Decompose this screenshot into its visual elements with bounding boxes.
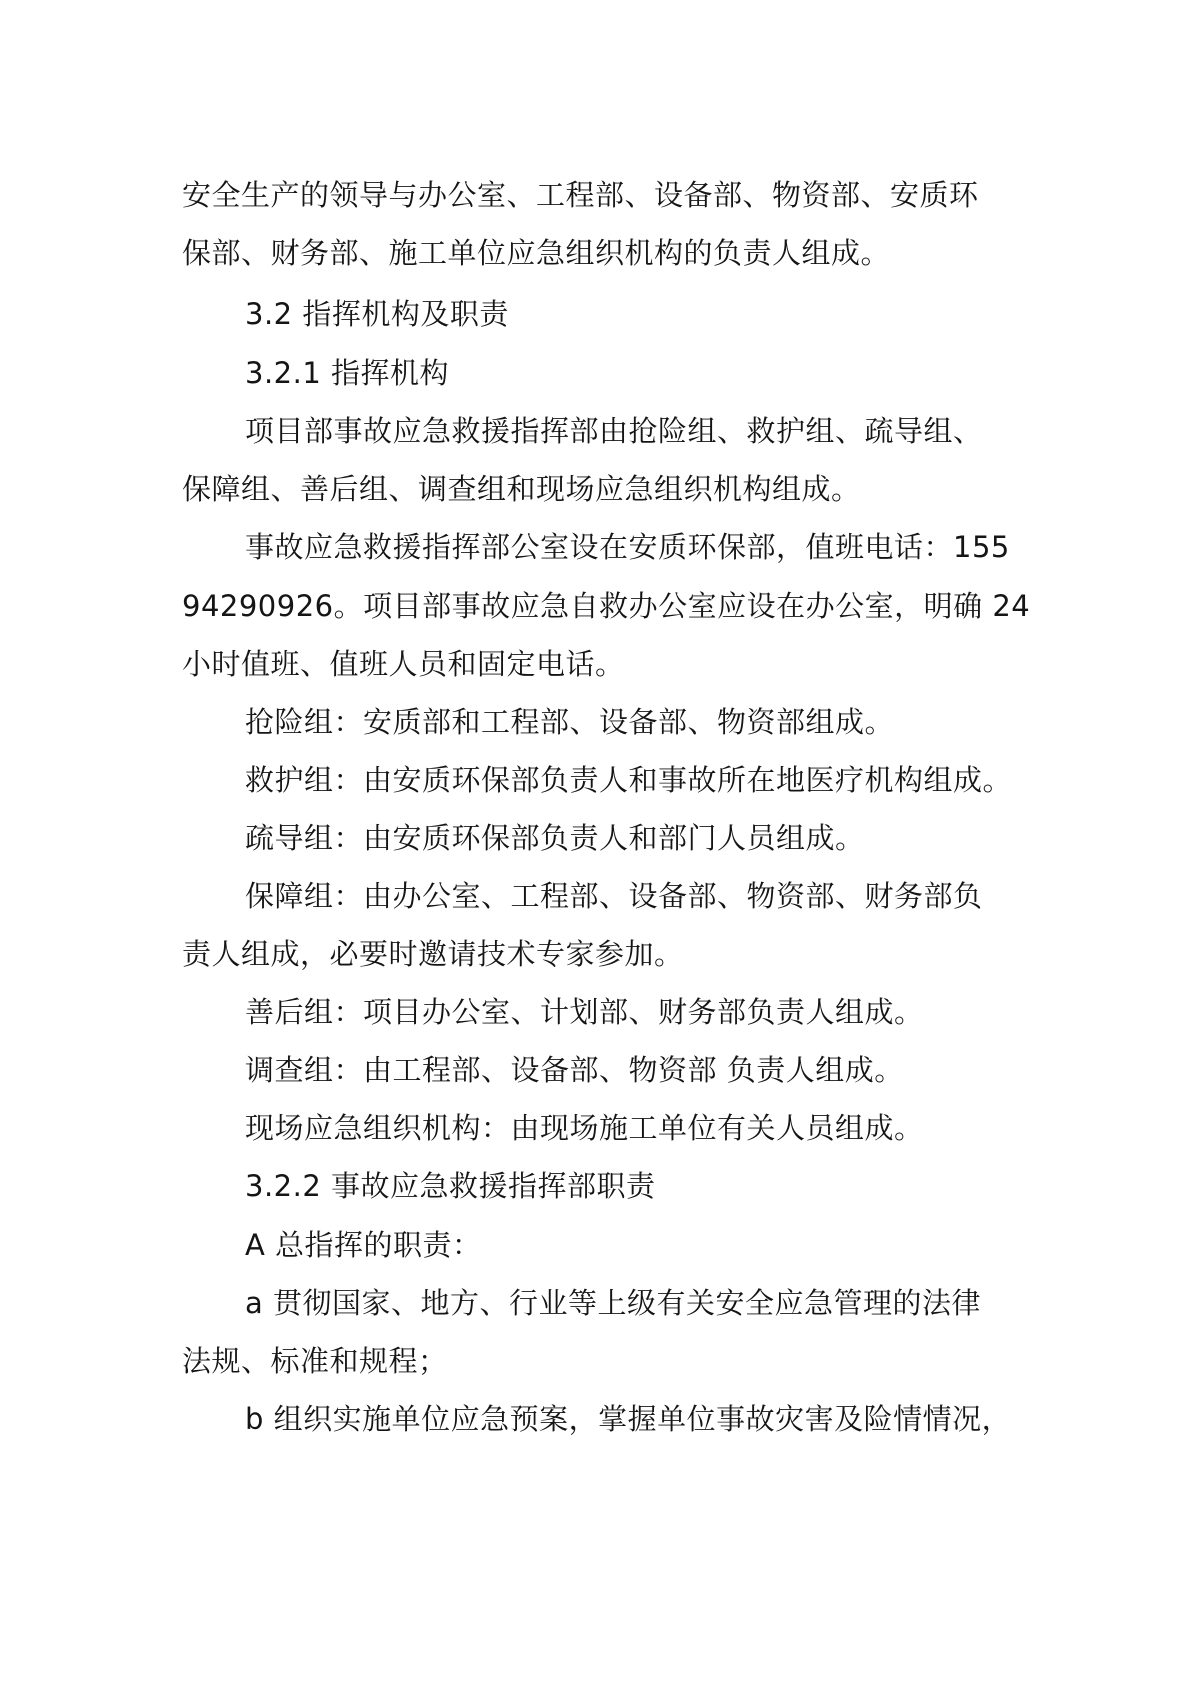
paragraph-line: 94290926。项目部事故应急自救办公室应设在办公室，明确 24 [182,589,1031,623]
list-heading: A 总指挥的职责： [245,1228,482,1262]
subsection-heading: 3.2.1 指挥机构 [245,356,450,390]
paragraph-line: 安全生产的领导与办公室、工程部、设备部、物资部、安质环 [182,178,979,212]
paragraph-line: 小时值班、值班人员和固定电话。 [182,647,625,681]
paragraph-line: 疏导组：由安质环保部负责人和部门人员组成。 [245,821,865,855]
paragraph-line: 现场应急组织机构：由现场施工单位有关人员组成。 [245,1111,924,1145]
paragraph-line: 调查组：由工程部、设备部、物资部 负责人组成。 [245,1053,904,1087]
paragraph-line: 保障组：由办公室、工程部、设备部、物资部、财务部负 [245,879,983,913]
subsection-heading: 3.2.2 事故应急救援指挥部职责 [245,1169,656,1203]
paragraph-line: 善后组：项目办公室、计划部、财务部负责人组成。 [245,995,924,1029]
paragraph-line: 抢险组：安质部和工程部、设备部、物资部组成。 [245,705,895,739]
paragraph-line: 保障组、善后组、调查组和现场应急组织机构组成。 [182,472,861,506]
list-item-continuation: 法规、标准和规程； [182,1344,448,1378]
paragraph-line: 事故应急救援指挥部公室设在安质环保部，值班电话：155 [245,530,1010,564]
section-heading: 3.2 指挥机构及职责 [245,297,509,331]
paragraph-line: 救护组：由安质环保部负责人和事故所在地医疗机构组成。 [245,763,1013,797]
paragraph-line: 责人组成，必要时邀请技术专家参加。 [182,937,684,971]
list-item: a 贯彻国家、地方、行业等上级有关安全应急管理的法律 [245,1286,981,1320]
paragraph-line: 项目部事故应急救援指挥部由抢险组、救护组、疏导组、 [245,414,983,448]
paragraph-line: 保部、财务部、施工单位应急组织机构的负责人组成。 [182,236,891,270]
list-item: b 组织实施单位应急预案，掌握单位事故灾害及险情情况， [245,1402,1012,1436]
